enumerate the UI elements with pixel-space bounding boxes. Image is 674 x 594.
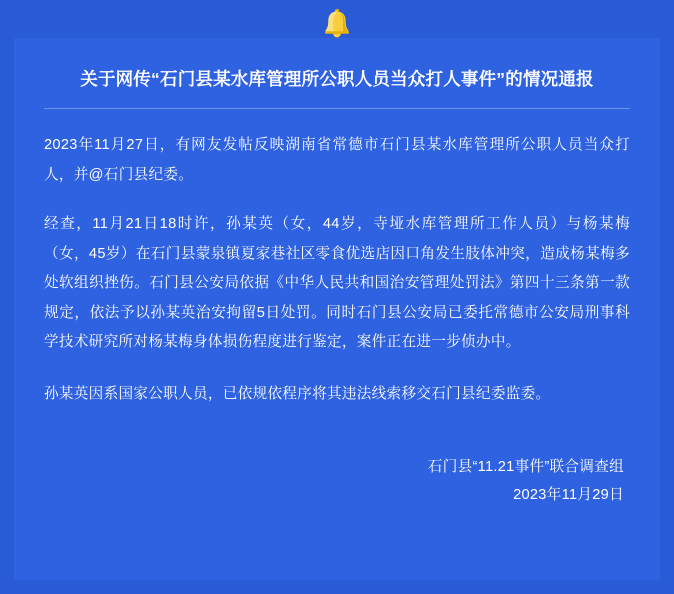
paragraph-2: 经查，11月21日18时许，孙某英（女，44岁，寺垭水库管理所工作人员）与杨某梅（女，45岁）在石门县蒙泉镇夏家巷社区零食优选店因口角发生肢体冲突，造成杨某梅多处软组织挫伤。石门县公安局依据《中华人民共和国治安管理处罚法》第四十三条第一款规定，依法予以孙某英治安拘留5日处罚。同时石门县公安局已委托常德市公安局刑事科学技术研究所对杨某梅身体损伤程度进行鉴定，案件正在进一步侦办中。: [44, 216, 630, 351]
signature-date: 2023年11月29日: [513, 487, 624, 504]
title-divider: [44, 108, 630, 109]
signature-organization: 石门县“11.21事件”联合调查组: [427, 459, 624, 475]
paragraph-1: 2023年11月27日，有网友发帖反映湖南省常德市石门县某水库管理所公职人员当众打人，并@石门县纪委。: [44, 137, 630, 183]
paragraph-3: 孙某英因系国家公职人员，已依规依程序将其违法线索移交石门县纪委监委。: [44, 385, 551, 402]
page-title: 关于网传“石门县某水库管理所公职人员当众打人事件”的情况通报: [80, 69, 594, 89]
notice-card: [14, 38, 660, 580]
bell-icon: [322, 8, 352, 42]
signature-block: [44, 453, 630, 510]
